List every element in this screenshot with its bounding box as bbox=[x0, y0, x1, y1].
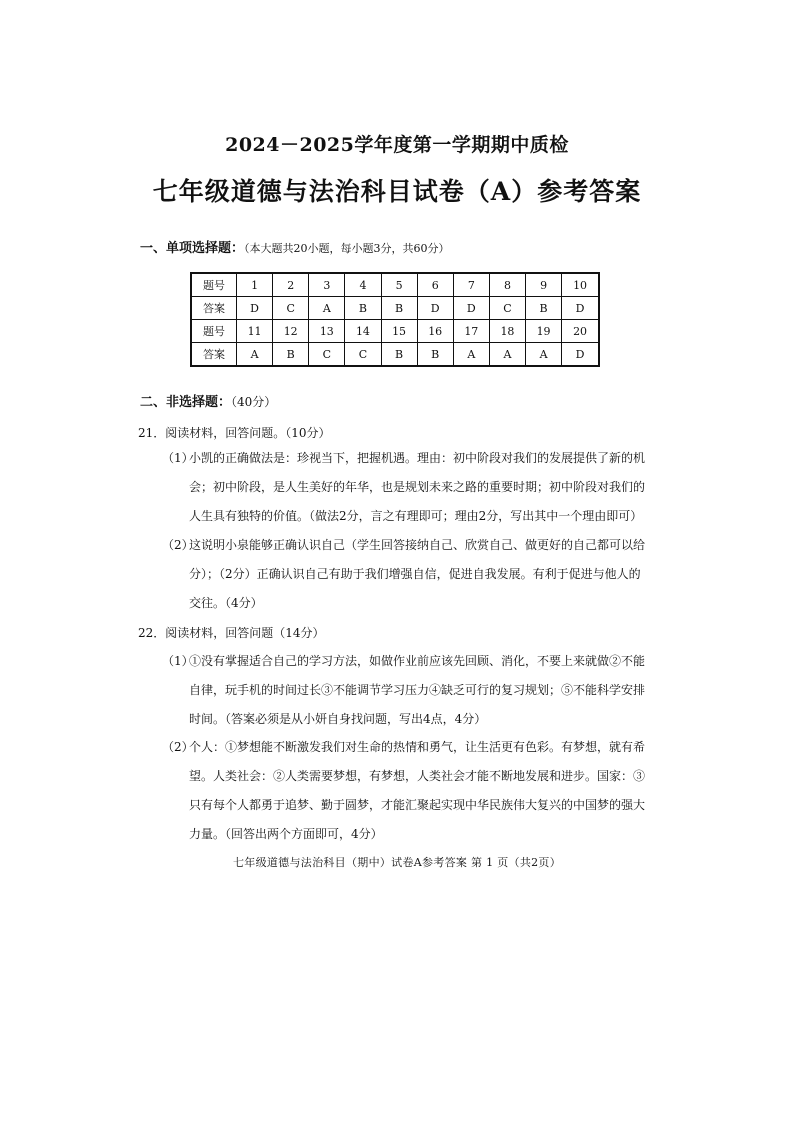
question-number: 14 bbox=[345, 320, 381, 343]
question-number: 2 bbox=[273, 273, 309, 297]
question-number: 15 bbox=[381, 320, 417, 343]
answer-cell: A bbox=[237, 343, 273, 367]
answer-cell: D bbox=[417, 297, 453, 320]
question-number: 3 bbox=[309, 273, 345, 297]
answer-cell: A bbox=[453, 343, 489, 367]
answer-cell: A bbox=[309, 297, 345, 320]
answer-line: 自律，玩手机的时间过长③不能调节学习压力④缺乏可行的复习规划；⑤不能科学安排 bbox=[189, 683, 646, 697]
section-1-title: 一、单项选择题： bbox=[140, 241, 245, 256]
question-21-part-1 bbox=[162, 444, 654, 531]
answer-line: 力量。（回答出两个方面即可，4分） bbox=[189, 827, 383, 841]
table-row-numbers-2 bbox=[191, 320, 599, 343]
answer-cell: C bbox=[273, 297, 309, 320]
answer-line bbox=[162, 733, 654, 762]
answer-cell: B bbox=[417, 343, 453, 367]
answer-cell: C bbox=[489, 297, 525, 320]
answer-cell: D bbox=[453, 297, 489, 320]
exam-title: 七年级道德与法治科目试卷（A）参考答案 bbox=[152, 177, 642, 206]
answer-line: 只有每个人都勇于追梦、勤于圆梦，才能汇聚起实现中华民族伟大复兴的中国梦的强大 bbox=[189, 798, 646, 812]
question-number: 1 bbox=[237, 273, 273, 297]
answer-line bbox=[162, 444, 654, 473]
answer-line: 时间。（答案必须是从小妍自身找问题，写出4点，4分） bbox=[189, 712, 487, 726]
section-2-note: （40分） bbox=[231, 395, 277, 409]
row-label-answer: 答案 bbox=[191, 297, 237, 320]
row-label-number: 题号 bbox=[191, 273, 237, 297]
answer-line: 分）；（2分）正确认识自己有助于我们增强自信，促进自我发展。有利于促进与他人的 bbox=[189, 567, 641, 581]
answer-cell: B bbox=[273, 343, 309, 367]
question-21-part-2 bbox=[162, 531, 654, 618]
question-number: 9 bbox=[526, 273, 562, 297]
part-label: （2） bbox=[162, 740, 194, 754]
answer-text: 小凯的正确做法是：珍视当下，把握机遇。理由：初中阶段对我们的发展提供了新的机 bbox=[189, 451, 646, 465]
question-number: 18 bbox=[489, 320, 525, 343]
answer-line: 会；初中阶段，是人生美好的年华，也是规划未来之路的重要时期；初中阶段对我们的 bbox=[189, 480, 646, 494]
answer-cell: D bbox=[562, 297, 599, 320]
question-number: 16 bbox=[417, 320, 453, 343]
question-number: 11 bbox=[237, 320, 273, 343]
answer-table bbox=[190, 272, 600, 367]
answer-text: 这说明小泉能够正确认识自己（学生回答接纳自己、欣赏自己、做更好的自己都可以给 bbox=[189, 538, 646, 552]
section-2-heading bbox=[140, 391, 276, 410]
question-number: 12 bbox=[273, 320, 309, 343]
question-21-heading: 21．阅读材料，回答问题。（10分） bbox=[138, 426, 331, 440]
question-number: 10 bbox=[562, 273, 599, 297]
section-2-title: 二、非选择题： bbox=[140, 395, 232, 410]
question-number: 19 bbox=[526, 320, 562, 343]
answer-line bbox=[162, 647, 654, 676]
question-number: 13 bbox=[309, 320, 345, 343]
part-label: （1） bbox=[162, 654, 194, 668]
exam-header-line-1: 2024－2025学年度第一学期期中质检 bbox=[225, 134, 569, 156]
section-1-heading bbox=[140, 237, 450, 256]
answer-cell: D bbox=[237, 297, 273, 320]
part-label: （1） bbox=[162, 451, 194, 465]
answer-cell: B bbox=[526, 297, 562, 320]
row-label-number: 题号 bbox=[191, 320, 237, 343]
table-row-numbers-1 bbox=[191, 273, 599, 297]
page-footer: 七年级道德与法治科目（期中）试卷A参考答案 第 1 页（共2页） bbox=[232, 856, 562, 869]
answer-cell: B bbox=[381, 297, 417, 320]
answer-text: ①没有掌握适合自己的学习方法，如做作业前应该先回顾、消化，不要上来就做②不能 bbox=[189, 654, 646, 668]
question-22-heading: 22．阅读材料，回答问题（14分） bbox=[138, 626, 325, 640]
answer-text: 个人：①梦想能不断激发我们对生命的热情和勇气，让生活更有色彩。有梦想，就有希 bbox=[189, 740, 646, 754]
question-number: 8 bbox=[489, 273, 525, 297]
question-22-part-1 bbox=[162, 647, 654, 734]
question-number: 4 bbox=[345, 273, 381, 297]
answer-cell: A bbox=[489, 343, 525, 367]
answer-cell: A bbox=[526, 343, 562, 367]
question-22-part-2 bbox=[162, 733, 654, 849]
question-number: 5 bbox=[381, 273, 417, 297]
answer-line: 交往。（4分） bbox=[189, 596, 263, 610]
question-number: 6 bbox=[417, 273, 453, 297]
question-number: 7 bbox=[453, 273, 489, 297]
table-row-answers-2 bbox=[191, 343, 599, 367]
answer-cell: D bbox=[562, 343, 599, 367]
answer-line: 望。人类社会：②人类需要梦想，有梦想，人类社会才能不断地发展和进步。国家：③ bbox=[189, 769, 646, 783]
answer-cell: C bbox=[345, 343, 381, 367]
row-label-answer: 答案 bbox=[191, 343, 237, 367]
table-row-answers-1 bbox=[191, 297, 599, 320]
answer-line bbox=[162, 531, 654, 560]
section-1-note: （本大题共20小题，每小题3分，共60分） bbox=[244, 242, 450, 255]
answer-cell: C bbox=[309, 343, 345, 367]
question-number: 20 bbox=[562, 320, 599, 343]
answer-line: 人生具有独特的价值。（做法2分，言之有理即可；理由2分，写出其中一个理由即可） bbox=[189, 509, 643, 523]
question-number: 17 bbox=[453, 320, 489, 343]
answer-cell: B bbox=[381, 343, 417, 367]
answer-cell: B bbox=[345, 297, 381, 320]
part-label: （2） bbox=[162, 538, 194, 552]
